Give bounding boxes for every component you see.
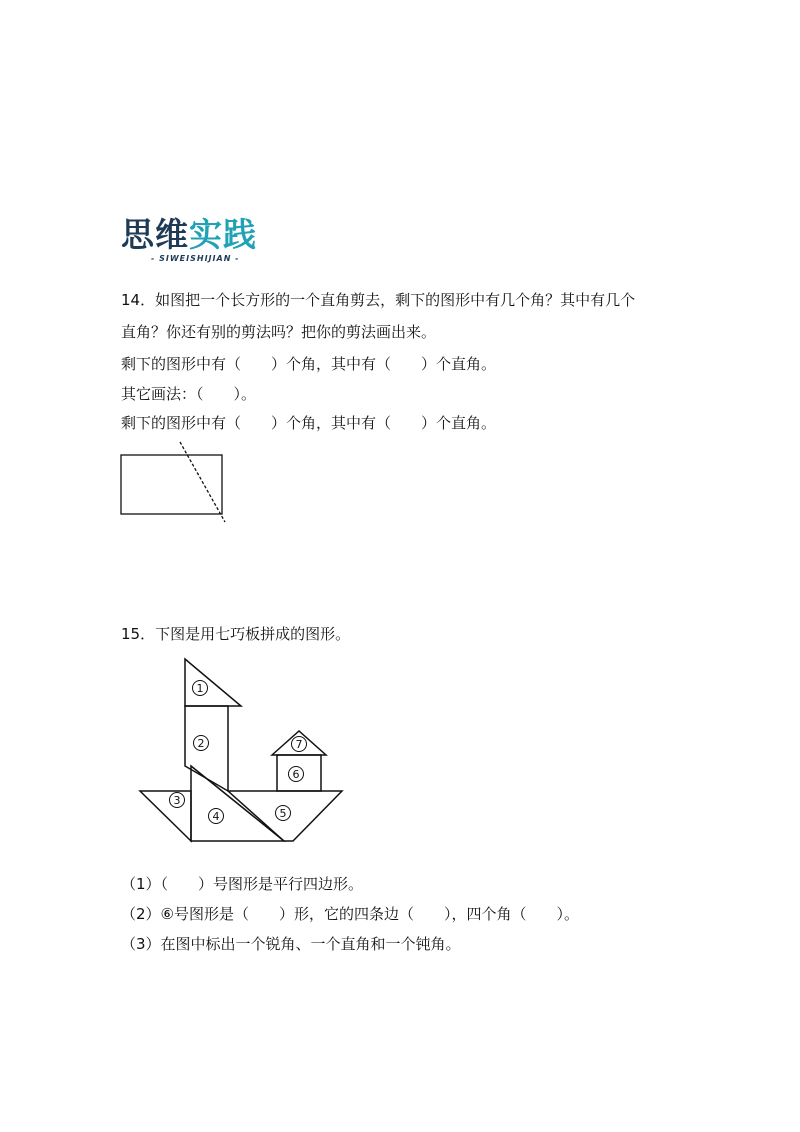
piece-number-1: 1 — [196, 682, 204, 695]
piece-number-6: 6 — [292, 768, 300, 781]
tangram-piece-3 — [140, 791, 191, 841]
piece-number-7: 7 — [295, 738, 303, 751]
tangram-piece-1 — [185, 659, 241, 706]
tangram-piece-4 — [191, 766, 284, 841]
q14-line4: 其它画法：（ ）。 — [121, 385, 257, 403]
piece-number-5: 5 — [279, 807, 287, 820]
q15-sub2: （2）⑥号图形是（ ）形，它的四条边（ ），四个角（ ）。 — [121, 905, 579, 923]
piece-number-2: 2 — [197, 737, 205, 750]
logo-title-part1: 思维 — [121, 215, 189, 254]
logo-subtitle: - SIWEISHIJIAN - — [151, 254, 240, 263]
piece-number-3: 3 — [173, 794, 181, 807]
q14-line5: 剩下的图形中有（ ）个角，其中有（ ）个直角。 — [121, 414, 497, 432]
piece-number-4: 4 — [212, 810, 220, 823]
q15-sub1: （1）（ ）号图形是平行四边形。 — [121, 875, 364, 893]
logo-title-part2: 实践 — [189, 215, 257, 254]
q15-title: 15．下图是用七巧板拼成的图形。 — [121, 625, 351, 643]
q14-line3: 剩下的图形中有（ ）个角，其中有（ ）个直角。 — [121, 355, 497, 373]
q15-sub3: （3）在图中标出一个锐角、一个直角和一个钝角。 — [121, 935, 461, 953]
q14-line2: 直角？你还有别的剪法吗？把你的剪法画出来。 — [121, 323, 437, 341]
q14-line1: 14．如图把一个长方形的一个直角剪去，剩下的图形中有几个角？其中有几个 — [121, 291, 636, 309]
